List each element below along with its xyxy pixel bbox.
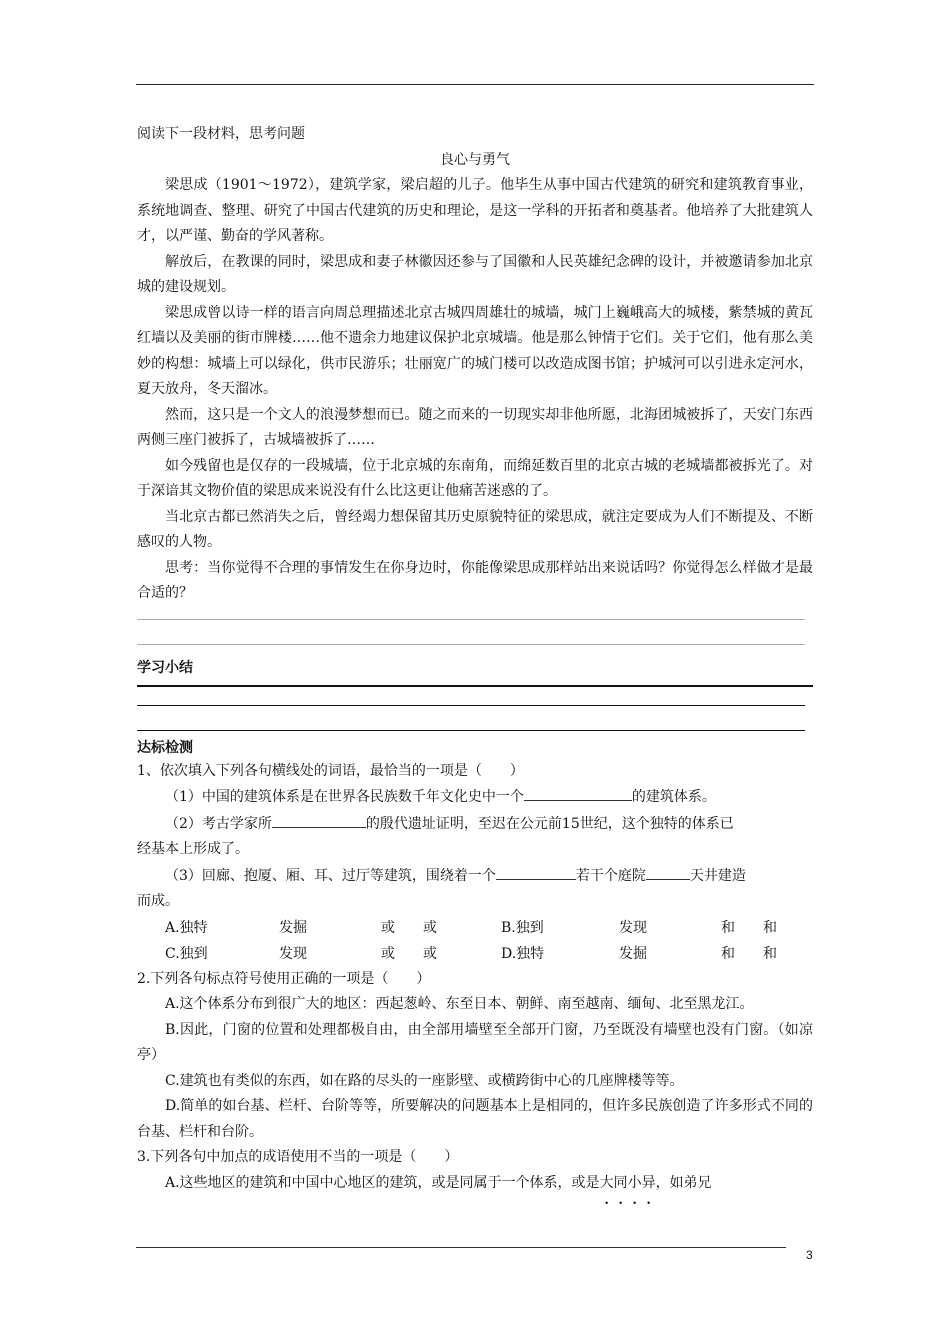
option-word: 和 [763,945,777,962]
thinking-question: 思考：当你觉得不合理的事情发生在你身边时，你能像梁思成那样站出来说话吗？你觉得怎么样做才是最合适的？ [137,559,813,601]
option-word: 或 [381,945,395,962]
question-1-sentence-3 [137,863,813,890]
option-word: 发现 [619,919,647,936]
question-2-option-b[interactable]: B.因此，门窗的位置和处理都极自由，由全部用墙壁至全部开门窗，乃至既没有墙壁也没有门窗。（如凉亭） [137,1021,813,1063]
fill-blank[interactable] [524,784,632,801]
option-label[interactable]: B.独到 [501,919,544,936]
question-1-sentence-2 [137,811,813,838]
option-word: 发现 [279,945,307,962]
article-title: 良心与勇气 [440,151,510,168]
sentence-text: （2）考古学家所 [165,815,272,832]
page-content [137,122,813,1196]
question-1-sentence-2-cont: 经基本上形成了。 [137,841,249,857]
sentence-text: ，如弟兄 [655,1174,712,1191]
summary-heading: 学习小结 [137,659,193,676]
option-word: 发掘 [619,945,647,962]
article-paragraph: 然而，这只是一个文人的浪漫梦想而已。随之而来的一切现实却非他所愿，北海团城被拆了，天安门东西两侧三座门被拆了，古城墙被拆了…… [137,406,813,448]
article-paragraph: 当北京古都已然消失之后，曾经竭力想保留其历史原貌特征的梁思成，就注定要成为人们不断提及、不断感叹的人物。 [137,508,813,550]
option-word: 或 [423,945,437,962]
page-number: 3 [806,1248,813,1262]
summary-answer-line[interactable] [137,705,805,706]
dotted-char: 小 [627,1174,642,1191]
sentence-text: 天井建造 [689,867,746,884]
question-3-option-a[interactable] [137,1171,813,1197]
fill-blank[interactable] [272,811,366,828]
sentence-text: A.这些地区的建筑和中国中心地区的建筑，或是同属于一个体系，或是 [165,1174,600,1191]
sentence-text: 的殷代遗址证明，至迟在公元前15世纪，这个独特的体系已 [365,815,734,832]
question-2-option-d[interactable]: D.简单的如台基、栏杆、台阶等等，所要解决的问题基本上是相同的，但许多民族创造了许多形式不同的台基、栏杆和台阶。 [137,1098,813,1140]
dotted-char: 大 [599,1174,614,1191]
option-word: 发掘 [279,919,307,936]
article-paragraph: 如今残留也是仅存的一段城墙，位于北京城的东南角，而绵延数百里的北京古城的老城墙都被拆光了。对于深谙其文物价值的梁思成来说没有什么比这更让他痛苦迷惑的了。 [137,457,813,499]
option-word: 和 [721,919,735,936]
question-1-sentence-3-cont: 而成。 [137,893,179,909]
dotted-char: 同 [613,1174,628,1191]
reading-intro: 阅读下一段材料，思考问题 [137,126,305,142]
article-paragraph: 梁思成曾以诗一样的语言向周总理描述北京古城四周雄壮的城墙，城门上巍峨高大的城楼，紫禁城的黄瓦红墙以及美丽的街市牌楼……他不遗余力地建议保护北京城墙。他是那么钟情于它们。关于它们，他有那么美妙的构想：城墙上可以绿化，供市民游乐；壮丽宽广的城门楼可以改造成图书馆；护城河可以引进永定河水，夏天放舟，冬天溜冰。 [137,304,813,397]
footer-rule [136,1247,786,1248]
fill-blank[interactable] [646,863,690,880]
article-paragraph: 梁思成（1901～1972），建筑学家，梁启超的儿子。他毕生从事中国古代建筑的研究和建筑教育事业，系统地调查、整理、研究了中国古代建筑的历史和理论，是这一学科的开拓者和奠基者。他培养了大批建筑人才，以严谨、勤奋的学风著称。 [137,177,813,244]
summary-heading-rule [137,685,813,687]
option-label[interactable]: C.独到 [165,945,208,962]
article-paragraph: 解放后，在教课的同时，梁思成和妻子林徽因还参与了国徽和人民英雄纪念碑的设计，并被邀请参加北京城的建设规划。 [137,253,813,295]
option-word: 和 [763,919,777,936]
sentence-text: 的建筑体系。 [631,789,716,805]
answer-line[interactable] [137,644,805,645]
question-2-option-c[interactable]: C.建筑也有类似的东西，如在路的尽头的一座影壁、或横跨街中心的几座牌楼等等。 [165,1072,684,1089]
sentence-text: 若干个庭院 [575,867,646,884]
option-word: 和 [721,945,735,962]
summary-answer-line[interactable] [137,730,805,731]
option-label[interactable]: D.独特 [501,945,545,962]
question-1-sentence-1 [137,784,813,811]
question-3-stem: 3.下列各句中加点的成语使用不当的一项是（ ） [137,1149,459,1165]
answer-line[interactable] [137,619,805,620]
option-word: 或 [423,919,437,936]
question-2-stem: 2.下列各句标点符号使用正确的一项是（ ） [137,970,431,987]
dotted-char: 异 [641,1174,656,1191]
header-rule [136,84,814,85]
option-label[interactable]: A.独特 [165,919,208,936]
option-word: 或 [381,919,395,936]
sentence-text: （3）回廊、抱厦、厢、耳、过厅等建筑，围绕着一个 [165,867,496,884]
question-1-options-row [137,941,813,967]
question-1-stem: 1、依次填入下列各句横线处的词语，最恰当的一项是（ ） [137,762,524,779]
fill-blank[interactable] [496,863,576,880]
question-1-options-row [137,915,813,941]
question-2-option-a[interactable]: A.这个体系分布到很广大的地区：西起葱岭、东至日本、朝鲜、南至越南、缅甸、北至黑龙江。 [165,996,754,1012]
sentence-text: （1）中国的建筑体系是在世界各民族数千年文化史中一个 [165,789,524,805]
test-heading: 达标检测 [137,739,193,756]
